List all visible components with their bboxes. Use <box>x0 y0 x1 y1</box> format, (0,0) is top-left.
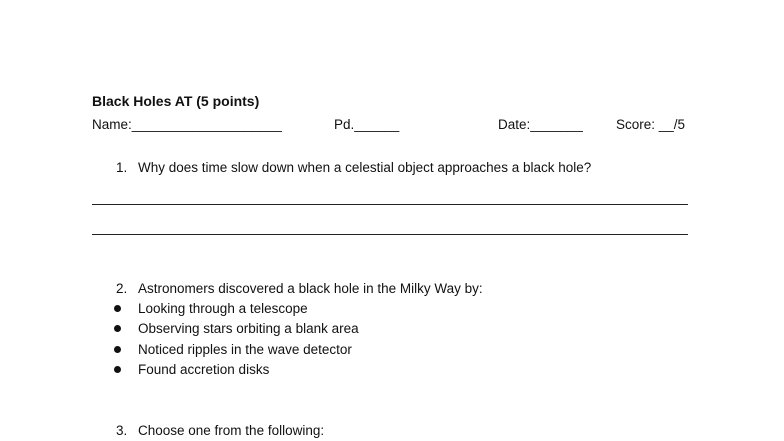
worksheet-title: Black Holes AT (5 points) <box>92 93 260 109</box>
question-1-number: 1. <box>116 160 128 175</box>
period-field[interactable]: Pd.______ <box>334 117 400 132</box>
question-3-text: Choose one from the following: <box>138 423 325 438</box>
option-item <box>114 301 308 316</box>
option-label: Found accretion disks <box>138 362 270 377</box>
question-3 <box>116 423 324 438</box>
option-label: Noticed ripples in the wave detector <box>138 342 352 357</box>
question-2-text: Astronomers discovered a black hole in the Milky Way by: <box>138 281 483 296</box>
score-field: Score: __/5 <box>616 117 686 132</box>
bullet-icon <box>114 366 121 373</box>
question-1 <box>116 160 591 175</box>
question-3-number: 3. <box>116 423 128 438</box>
question-2 <box>116 281 483 296</box>
option-item <box>114 362 269 377</box>
bullet-icon <box>114 325 121 332</box>
question-2-number: 2. <box>116 281 128 296</box>
name-field[interactable]: Name:____________________ <box>92 117 282 132</box>
date-field[interactable]: Date:_______ <box>498 117 583 132</box>
answer-line-2[interactable] <box>92 234 688 235</box>
bullet-icon <box>114 346 121 353</box>
question-1-text: Why does time slow down when a celestial object approaches a black hole? <box>138 160 592 175</box>
option-label: Observing stars orbiting a blank area <box>138 321 359 336</box>
option-item <box>114 321 359 336</box>
answer-line-1[interactable] <box>92 204 688 205</box>
option-item <box>114 342 352 357</box>
option-label: Looking through a telescope <box>138 301 308 316</box>
bullet-icon <box>114 305 121 312</box>
